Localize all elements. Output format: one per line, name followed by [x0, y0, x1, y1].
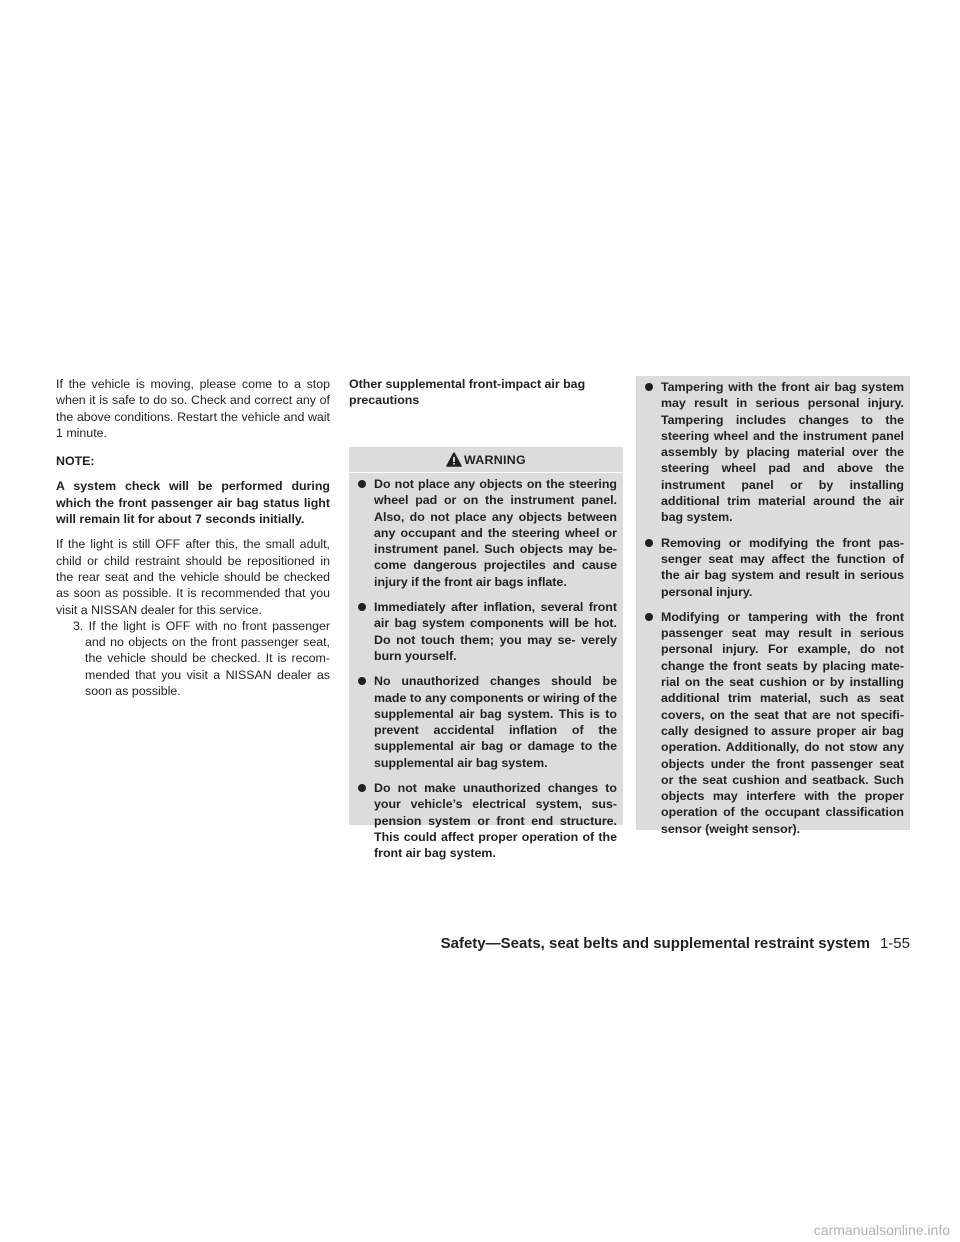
- warning-list-right: [642, 379, 904, 846]
- list-item: Do not place any objects on the steering wheel pad or on the instrument panel. Also, do not place any objects between any occupant and the steering wheel or instrument panel. Such objects may be- come dangerous projectiles and cause injury if the front air bags inflate.: [355, 476, 617, 590]
- list-item: Immediately after inflation, several front air bag system components will be hot. Do not touch them; you may se- verely burn yourself.: [355, 599, 617, 664]
- list-item: Removing or modifying the front pas- senger seat may affect the function of the air bag system and result in serious personal injury.: [642, 535, 904, 600]
- bullet-icon: [358, 677, 366, 685]
- middle-column-heading: [349, 376, 623, 409]
- section-heading: Other supplemental front-impact air bag precautions: [349, 377, 586, 408]
- watermark: carmanualsonline.info: [813, 1222, 950, 1238]
- page-number: 1-55: [879, 935, 910, 952]
- numbered-item-3: 3. If the light is OFF with no front passenger and no objects on the front passenger seat, the vehicle should be checked. It is recom- mended that you visit a NISSAN dealer as soon as possible.: [73, 618, 330, 699]
- light-off-paragraph: If the light is still OFF after this, the small adult, child or child restraint should be repositioned in the rear seat and the vehicle should be checked as soon as possible. It is recommended that you visit a NISSAN dealer for this service.: [56, 537, 330, 617]
- warning-title: [349, 451, 623, 473]
- list-item: Do not make unauthorized changes to your vehicle’s electrical system, sus- pension system or front end structure. This could affect proper operation of the front air bag system.: [355, 780, 617, 861]
- bullet-icon: [645, 613, 653, 621]
- list-item: No unauthorized changes should be made to any components or wiring of the supplemental air bag system. This is to prevent accidental inflation of the supplemental air bag or damage to the supplemental air bag system.: [355, 673, 617, 771]
- warning-label: WARNING: [464, 453, 526, 467]
- note-text: A system check will be performed during which the front passenger air bag status light will remain lit for about 7 seconds initially.: [56, 479, 330, 527]
- bullet-icon: [358, 480, 366, 488]
- warning-list-middle: [355, 476, 617, 871]
- bullet-icon: [645, 539, 653, 547]
- bullet-icon: [645, 383, 653, 391]
- bullet-icon: [358, 784, 366, 792]
- warning-triangle-icon: [446, 452, 462, 467]
- left-column: [56, 376, 330, 699]
- intro-paragraph: If the vehicle is moving, please come to a stop when it is safe to do so. Check and correct any of the above conditions. Restart the vehicle and wait 1 minute.: [56, 377, 330, 440]
- list-item: Tampering with the front air bag system may result in serious personal injury. Tampering includes changes to the steering wheel and the instrument panel assembly by placing material over the steering wheel pad and above the instrument panel or by installing additional trim material around the air bag system.: [642, 379, 904, 526]
- page-footer: [420, 935, 910, 952]
- list-item: Modifying or tampering with the front passenger seat may result in serious personal injury. For example, do not change the front seats by placing mate- rial on the seat cushion or by installing additional trim material, such as seat covers, on the seat that are not specifi- cally designed to assure proper air bag operation. Additionally, do not stow any objects under the front passenger seat or the seat cushion and seatback. Such objects may interfere with the proper operation of the occupant classification sensor (weight sensor).: [642, 609, 904, 837]
- note-label: NOTE:: [56, 454, 95, 469]
- bullet-icon: [358, 603, 366, 611]
- footer-section-title: Safety—Seats, seat belts and supplemental restraint system: [440, 935, 870, 952]
